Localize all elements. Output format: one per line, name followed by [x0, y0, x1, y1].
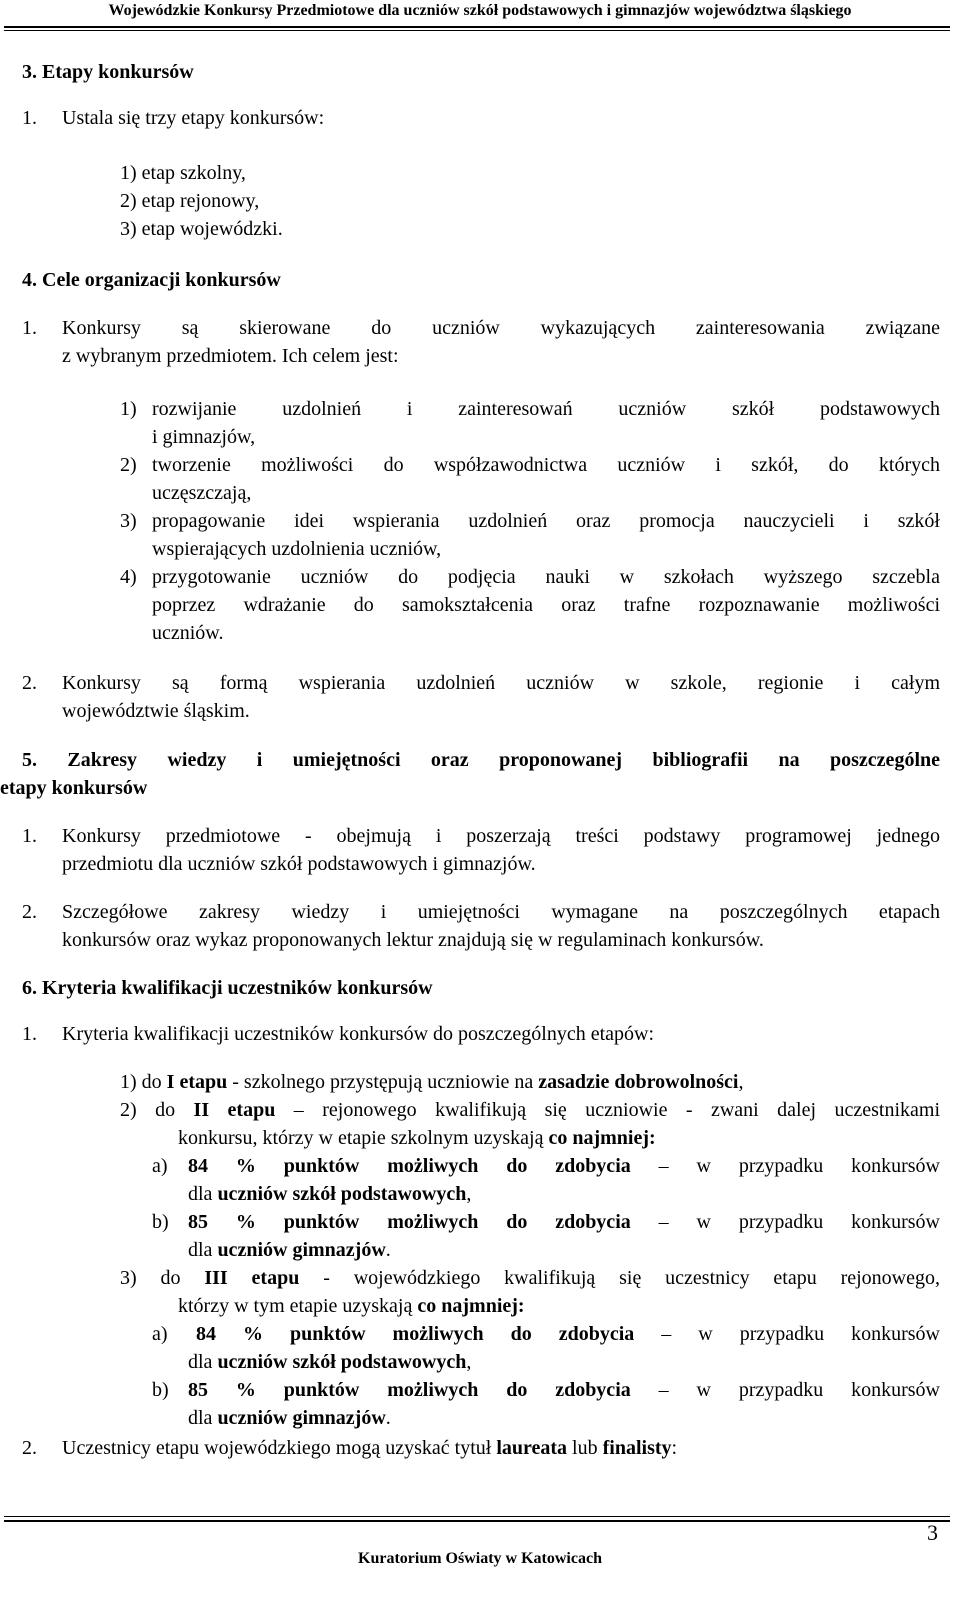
criterion-threshold-cont: dla uczniów szkół podstawowych, [188, 1183, 472, 1205]
criterion-threshold: 84 % punktów możliwych do zdobycia – w przypadku konkursów [196, 1323, 941, 1345]
goal-line: propagowanie idei wspierania uzdolnień oraz promocja nauczycieli i szkół [152, 510, 940, 532]
goal-line: przygotowanie uczniów do podjęcia nauki w szkołach wyższego szczebla [152, 566, 940, 588]
goal-line: uczniów. [152, 622, 224, 644]
footer-rule-thin [4, 1516, 950, 1517]
list-item: 3) etap wojewódzki. [120, 218, 283, 240]
criterion-threshold-cont: dla uczniów szkół podstawowych, [188, 1351, 472, 1373]
criterion-threshold: 84 % punktów możliwych do zdobycia – w przypadku konkursów [188, 1155, 940, 1177]
section-heading-3: 3. Etapy konkursów [22, 61, 194, 83]
paragraph-number: 1. [22, 317, 37, 339]
goal-line: uczęszczają, [152, 482, 252, 504]
running-header: Wojewódzkie Konkursy Przedmiotowe dla uczniów szkół podstawowych i gimnazjów województwa śląskiego [108, 2, 852, 19]
criterion-letter: b) [152, 1211, 169, 1233]
paragraph-line: województwie śląskim. [62, 700, 250, 722]
section-heading-5-cont: etapy konkursów [0, 777, 148, 799]
page-number: 3 [927, 1520, 938, 1545]
paragraph-line: przedmiotu dla uczniów szkół podstawowych i gimnazjów. [62, 853, 536, 875]
criterion-letter: a) [152, 1155, 168, 1177]
goal-line: tworzenie możliwości do współzawodnictwa uczniów i szkół, do których [152, 454, 940, 476]
list-item: 2) etap rejonowy, [120, 190, 260, 212]
paragraph-line: Konkursy są skierowane do uczniów wykazujących zainteresowania związane [62, 317, 940, 339]
paragraph-number: 1. [22, 107, 37, 129]
criterion-stage-3: 3) do III etapu - wojewódzkiego kwalifikują się uczestnicy etapu rejonowego, [120, 1267, 940, 1289]
section-heading-6: 6. Kryteria kwalifikacji uczestników konkursów [22, 977, 433, 999]
paragraph-line: z wybranym przedmiotem. Ich celem jest: [62, 345, 399, 367]
paragraph-line: Konkursy przedmiotowe - obejmują i poszerzają treści podstawy programowej jednego [62, 825, 940, 847]
header-rule-thin [4, 30, 950, 31]
criterion-letter: b) [152, 1379, 169, 1401]
section-heading-5: 5. Zakresy wiedzy i umiejętności oraz proponowanej bibliografii na poszczególne [22, 749, 940, 771]
paragraph-line: Konkursy są formą wspierania uzdolnień uczniów w szkole, regionie i całym [62, 672, 940, 694]
criterion-threshold: 85 % punktów możliwych do zdobycia – w przypadku konkursów [188, 1211, 940, 1233]
criterion-threshold-cont: dla uczniów gimnazjów. [188, 1407, 391, 1429]
paragraph-number: 2. [22, 1437, 37, 1459]
criterion-stage-3-cont: którzy w tym etapie uzyskają co najmniej: [178, 1295, 525, 1317]
criterion-letter: a) [152, 1323, 168, 1345]
section-heading-4: 4. Cele organizacji konkursów [22, 269, 281, 291]
paragraph-line: Kryteria kwalifikacji uczestników konkursów do poszczególnych etapów: [62, 1023, 655, 1045]
goal-line: rozwijanie uzdolnień i zainteresowań uczniów szkół podstawowych [152, 398, 940, 420]
goal-number: 1) [120, 398, 137, 420]
goal-number: 2) [120, 454, 137, 476]
criterion-stage-1: 1) do I etapu - szkolnego przystępują uczniowie na zasadzie dobrowolności, [120, 1071, 744, 1093]
paragraph-line: Szczegółowe zakresy wiedzy i umiejętności wymagane na poszczególnych etapach [62, 901, 940, 923]
paragraph-text: Ustala się trzy etapy konkursów: [62, 107, 325, 129]
criterion-threshold: 85 % punktów możliwych do zdobycia – w przypadku konkursów [188, 1379, 940, 1401]
paragraph-line: konkursów oraz wykaz proponowanych lektur znajdują się w regulaminach konkursów. [62, 929, 764, 951]
goal-number: 4) [120, 566, 137, 588]
goal-line: i gimnazjów, [152, 426, 256, 448]
criterion-stage-2-cont: konkursu, którzy w etapie szkolnym uzyskają co najmniej: [178, 1127, 656, 1149]
paragraph-number: 1. [22, 1023, 37, 1045]
paragraph-line: Uczestnicy etapu wojewódzkiego mogą uzyskać tytuł laureata lub finalisty: [62, 1437, 678, 1459]
list-item: 1) etap szkolny, [120, 162, 246, 184]
goal-number: 3) [120, 510, 137, 532]
paragraph-number: 1. [22, 825, 37, 847]
goal-line: wspierających uzdolnienia uczniów, [152, 538, 442, 560]
criterion-threshold-cont: dla uczniów gimnazjów. [188, 1239, 391, 1261]
criterion-stage-2: 2) do II etapu – rejonowego kwalifikują się uczniowie - zwani dalej uczestnikami [120, 1099, 940, 1121]
header-rule [4, 26, 950, 28]
footer-rule [4, 1520, 950, 1522]
footer-org: Kuratorium Oświaty w Katowicach [358, 1550, 602, 1567]
paragraph-number: 2. [22, 672, 37, 694]
goal-line: poprzez wdrażanie do samokształcenia oraz trafne rozpoznawanie możliwości [152, 594, 940, 616]
paragraph-number: 2. [22, 901, 37, 923]
